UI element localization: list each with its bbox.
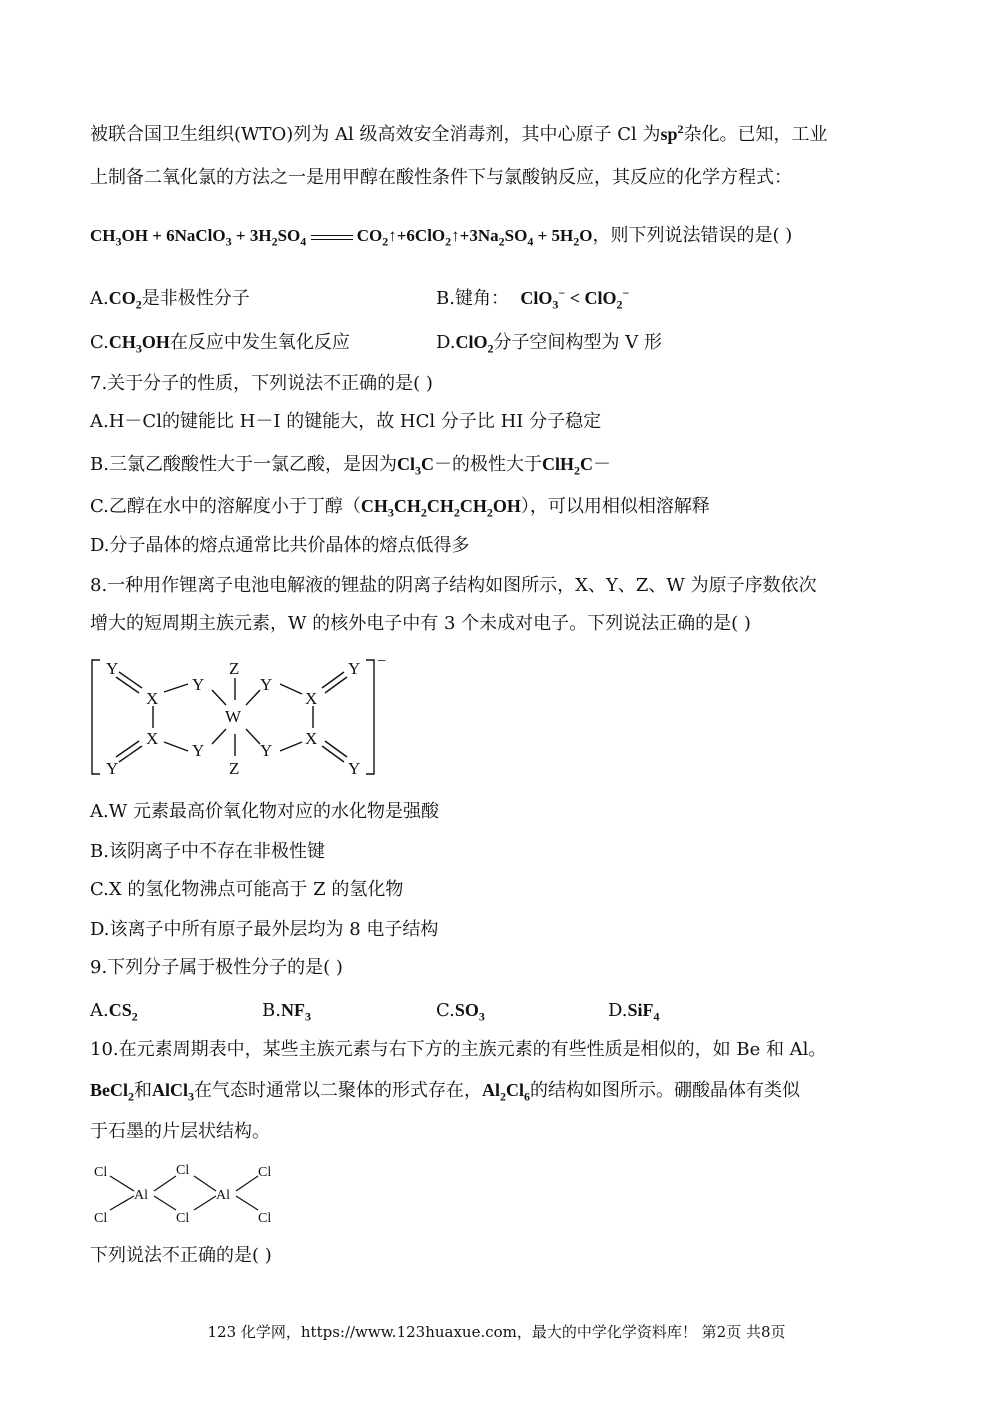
atom-cl: Cl	[94, 1165, 108, 1180]
q8-option-c: C.X 的氢化物沸点可能高于 Z 的氢化物	[90, 879, 404, 900]
q8-option-b: B.该阴离子中不存在非极性键	[90, 841, 325, 862]
opt-text: －的极性大于	[433, 454, 542, 475]
q9-stem: 9.下列分子属于极性分子的是( )	[90, 957, 343, 978]
atom-y: Y	[192, 675, 205, 694]
anion-structure-diagram	[88, 652, 398, 782]
atom-cl: Cl	[258, 1211, 272, 1226]
equation-tail: ，则下列说法错误的是( )	[592, 225, 793, 246]
q7-option-b	[90, 452, 611, 477]
atom-cl: Cl	[176, 1211, 190, 1226]
formula: $CS_2$	[108, 1000, 138, 1024]
opt-label: A.	[90, 1000, 109, 1021]
q7-option-d: D.分子晶体的熔点通常比共价晶体的熔点低得多	[90, 535, 470, 556]
formula: $SO_3$	[454, 1000, 485, 1024]
atom-cl: Cl	[176, 1163, 190, 1178]
atom-al: Al	[134, 1188, 148, 1203]
opt-text: 是非极性分子	[141, 288, 250, 309]
opt-text: －	[592, 454, 611, 475]
charge-sign: −	[377, 653, 387, 670]
q6-option-a	[90, 286, 250, 311]
formula: AlCl$_3$	[152, 1080, 194, 1104]
formula: $CH_3OH$	[108, 332, 170, 356]
atom-y: Y	[192, 741, 205, 760]
q7-option-c	[90, 494, 710, 519]
atom-y: Y	[348, 759, 361, 778]
atom-y: Y	[260, 675, 273, 694]
opt-label: D.	[608, 1000, 628, 1021]
opt-text: 在反应中发生氧化反应	[169, 332, 350, 353]
al2cl6-structure-diagram	[90, 1158, 290, 1228]
sp-sup: 2	[677, 122, 684, 136]
q6-line2: 上制备二氧化氯的方法之一是用甲醇在酸性条件下与氯酸钠反应，其反应的化学方程式：	[90, 167, 792, 188]
stem-text: 和	[134, 1080, 152, 1101]
q8-stem-2: 增大的短周期主族元素，W 的核外电子中有 3 个未成对电子。下列说法正确的是( )	[90, 613, 751, 634]
q6-option-d	[436, 330, 662, 355]
atom-y: Y	[348, 659, 361, 678]
atom-cl: Cl	[258, 1165, 272, 1180]
q7-stem: 7.关于分子的性质，下列说法不正确的是( )	[90, 373, 433, 394]
q10-stem-2	[90, 1078, 800, 1103]
sp-hybrid	[660, 124, 683, 144]
atom-cl: Cl	[94, 1211, 108, 1226]
formula: ClO$_3$− < ClO$_2$−	[520, 286, 630, 312]
q8-option-a: A.W 元素最高价氧化物对应的水化物是强酸	[90, 801, 439, 822]
opt-text: C.乙醇在水中的溶解度小于丁醇（	[90, 496, 361, 517]
opt-label: A.	[90, 288, 109, 309]
opt-label: B.键角：	[436, 288, 509, 309]
atom-x: X	[305, 729, 318, 748]
q9-option-c	[436, 998, 485, 1023]
q10-stem-1: 10.在元素周期表中，某些主族元素与右下方的主族元素的有些性质是相似的，如 Be 和 Al。	[90, 1039, 827, 1060]
q6-line1-end: 杂化。已知，工业	[683, 124, 828, 145]
formula: ClH$_2$C	[541, 454, 593, 478]
atom-w: W	[225, 707, 242, 726]
atom-x: X	[146, 729, 159, 748]
atom-x: X	[146, 689, 159, 708]
formula: SiF$_4$	[627, 1000, 660, 1024]
formula: $CH_3CH_2CH_2CH_2OH$	[360, 496, 521, 520]
opt-text: 分子空间构型为 V 形	[493, 332, 662, 353]
formula: $Cl_3C$	[396, 454, 434, 478]
opt-text: B.三氯乙酸酸性大于一氯乙酸，是因为	[90, 454, 397, 475]
page-footer: 123 化学网，https://www.123huaxue.com，最大的中学化学资料库！ 第2页 共8页	[207, 1323, 786, 1341]
atom-y: Y	[106, 659, 119, 678]
opt-label: C.	[90, 332, 109, 353]
formula: $Al_2Cl_6$	[482, 1080, 530, 1104]
chemical-equation: $CH_3OH$ + 6NaClO$_3$ + $3H_2SO_4$ $CO_2↑+6ClO_2↑+3Na_2SO_4 + 5H_2O$	[90, 226, 593, 249]
opt-label: B.	[262, 1000, 281, 1021]
q10-question: 下列说法不正确的是( )	[90, 1245, 272, 1266]
q9-option-a	[90, 998, 138, 1023]
q10-stem-3: 于石墨的片层状结构。	[90, 1121, 270, 1142]
stem-text: 的结构如图所示。硼酸晶体有类似	[530, 1080, 800, 1101]
formula: ClO$_2$	[455, 332, 494, 356]
q6-line1-text: 被联合国卫生组织(WTO)列为 Al 级高效安全消毒剂，其中心原子 Cl 为	[90, 124, 661, 145]
q7-option-a: A.H－Cl的键能比 H－I 的键能大，故 HCl 分子比 HI 分子稳定	[90, 411, 602, 432]
atom-z: Z	[229, 659, 240, 678]
opt-text: ），可以用相似相溶解释	[520, 496, 710, 517]
atom-x: X	[305, 689, 318, 708]
q8-option-d: D.该离子中所有原子最外层均为 8 电子结构	[90, 919, 439, 940]
q6-equation	[90, 224, 792, 248]
opt-label: C.	[436, 1000, 455, 1021]
q8-stem-1: 8.一种用作锂离子电池电解液的锂盐的阴离子结构如图所示，X、Y、Z、W 为原子序数依次	[90, 575, 817, 596]
q9-option-b	[262, 998, 311, 1023]
atom-y: Y	[106, 759, 119, 778]
opt-label: D.	[436, 332, 456, 353]
q6-option-c	[90, 330, 350, 355]
formula: $CO_2$	[108, 288, 142, 312]
q9-option-d	[608, 998, 660, 1023]
formula: BeCl$_2$	[90, 1080, 134, 1104]
stem-text: 在气态时通常以二聚体的形式存在，	[194, 1080, 482, 1101]
q6-line1	[90, 122, 828, 147]
atom-al: Al	[216, 1188, 230, 1203]
formula: $NF_3$	[280, 1000, 311, 1024]
atom-y: Y	[260, 741, 273, 760]
atom-z: Z	[229, 759, 240, 778]
q6-option-b	[436, 286, 629, 311]
sp-text: sp	[660, 124, 678, 144]
